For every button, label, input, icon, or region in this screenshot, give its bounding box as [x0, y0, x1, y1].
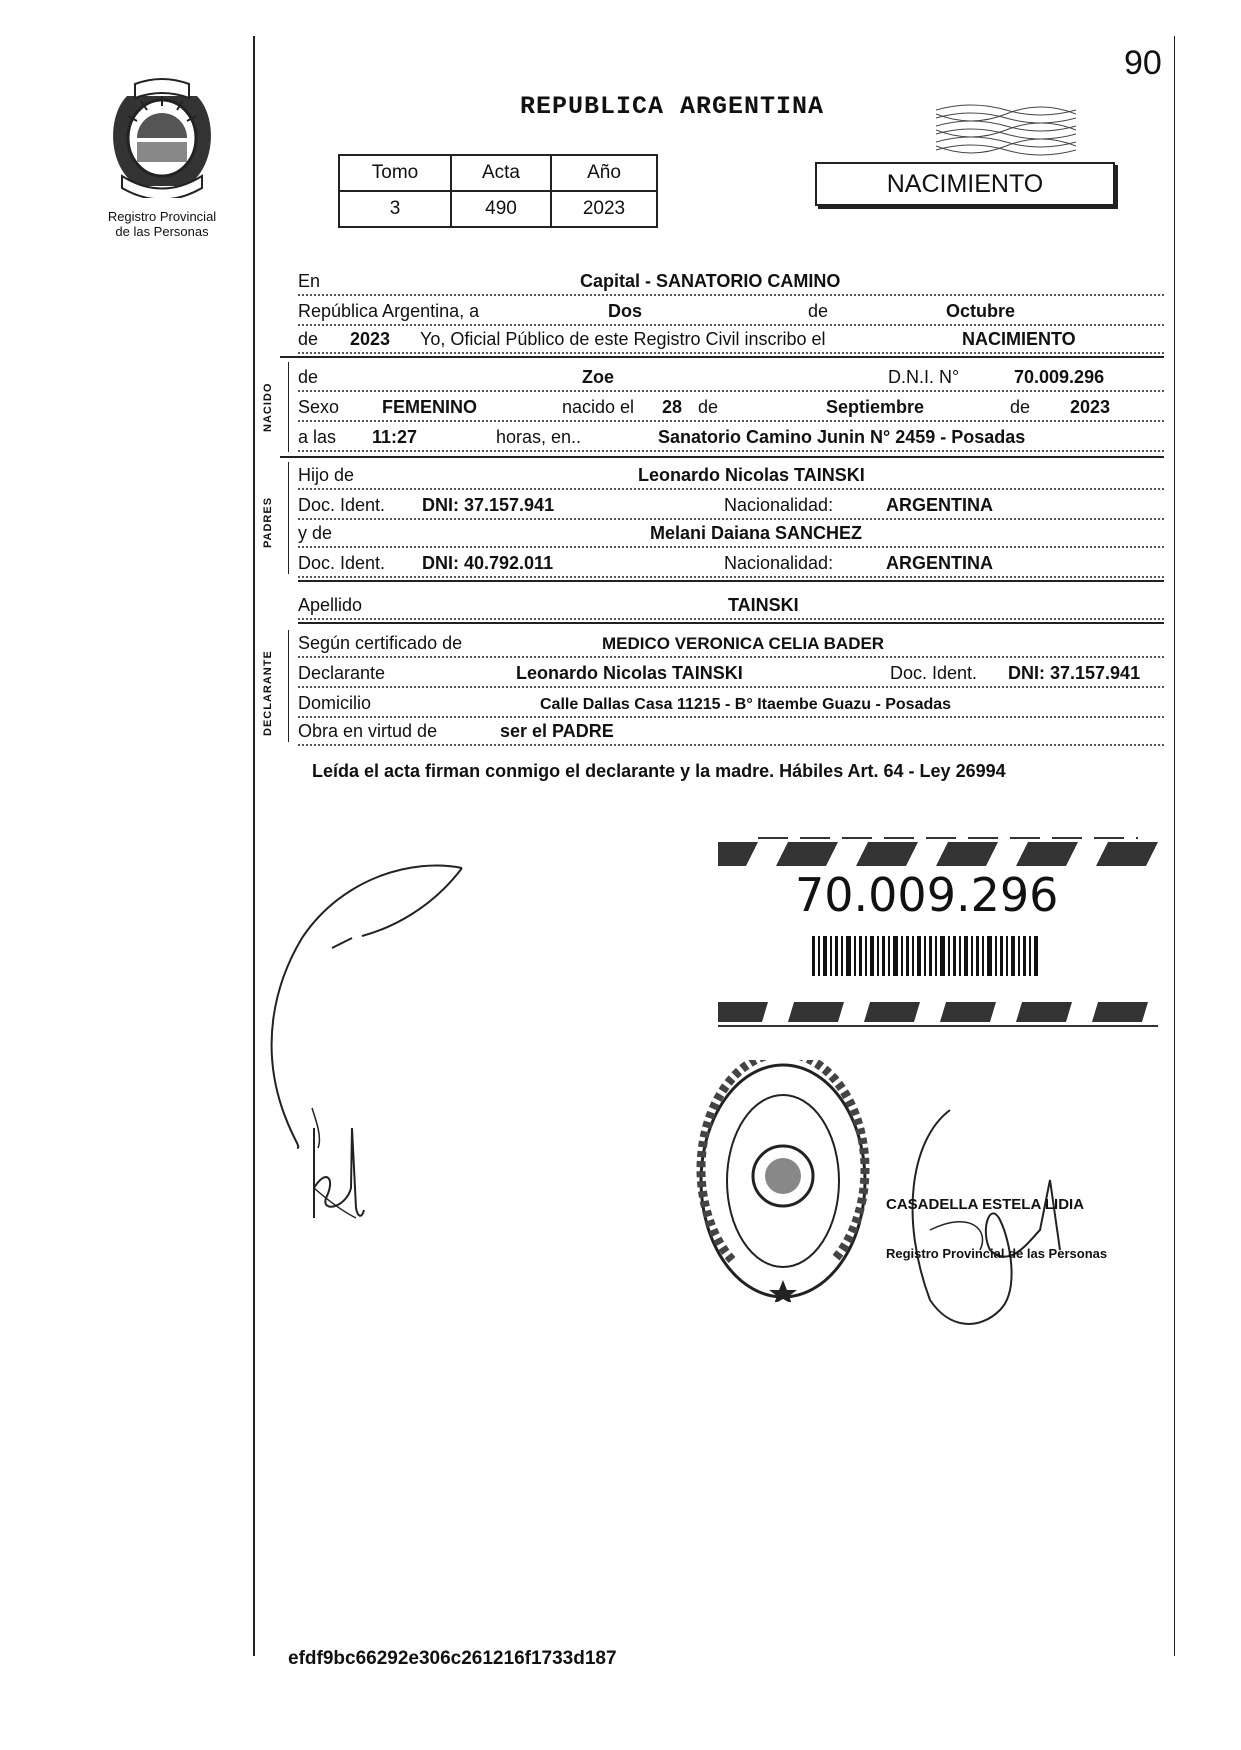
declarant-name: Leonardo Nicolas TAINSKI: [516, 663, 743, 683]
de-label2: de: [298, 329, 319, 349]
sexo-value: FEMENINO: [382, 397, 478, 417]
header-acta: Acta: [451, 155, 551, 191]
value-acta: 490: [451, 191, 551, 227]
doc-label-mother: Doc. Ident.: [298, 553, 386, 573]
dom-label: Domicilio: [298, 693, 372, 713]
row-year: [298, 324, 1164, 354]
row-father: [298, 460, 1164, 490]
section-label-nacido: NACIDO: [262, 382, 274, 432]
address-value: Calle Dallas Casa 11215 - B° Itaembe Guazu - Posadas: [540, 696, 952, 713]
official-title: Registro Provincial de las Personas: [886, 1246, 1108, 1261]
mother-doc: DNI: 40.792.011: [422, 553, 554, 573]
child-dni: 70.009.296: [1014, 367, 1105, 387]
obra-label: Obra en virtud de: [298, 721, 438, 741]
child-name: Zoe: [582, 367, 615, 387]
birth-year: 2023: [1070, 397, 1111, 417]
divider-intro: [280, 356, 1164, 358]
father-doc: DNI: 37.157.941: [422, 495, 555, 515]
divider-padres: [298, 580, 1164, 582]
mother-name: Melani Daiana SANCHEZ: [650, 523, 863, 543]
cert-label: Según certificado de: [298, 633, 463, 653]
security-pattern-icon: [936, 100, 1076, 162]
mother-signature-icon: [306, 1118, 366, 1228]
en-label: En: [298, 271, 321, 291]
oficial-text: Yo, Oficial Público de este Registro Civil inscribo el: [420, 329, 826, 349]
header-ano: Año: [551, 155, 657, 191]
de-label: de: [808, 301, 829, 321]
dni-label: D.N.I. N°: [888, 367, 960, 387]
birth-day: 28: [662, 397, 683, 417]
month-value: Octubre: [946, 301, 1016, 321]
row-birth: [298, 392, 1164, 422]
de-label-name: de: [298, 367, 319, 387]
birth-time: 11:27: [372, 427, 418, 447]
row-place: [298, 266, 1164, 296]
event-value: NACIMIENTO: [962, 329, 1076, 349]
cert-value: MEDICO VERONICA CELIA BADER: [602, 634, 885, 653]
row-father-doc: [298, 490, 1164, 520]
value-tomo: 3: [339, 191, 451, 227]
decl-label: Declarante: [298, 663, 386, 683]
row-declarant: [298, 658, 1164, 688]
header-tomo: Tomo: [339, 155, 451, 191]
yde-label: y de: [298, 523, 333, 543]
registry-table: [338, 154, 658, 228]
de-label-birth2: de: [1010, 397, 1031, 417]
divider-apellido: [298, 622, 1164, 624]
row-name: [298, 362, 1164, 392]
record-type-box: NACIMIENTO: [815, 162, 1115, 206]
row-time-place: [298, 422, 1164, 452]
de-label-birth: de: [698, 397, 719, 417]
nac-label-father: Nacionalidad:: [724, 495, 834, 515]
section-label-declarante: DECLARANTE: [262, 650, 274, 736]
declarant-doc: DNI: 37.157.941: [1008, 663, 1141, 683]
bracket-padres: [288, 462, 289, 574]
official-signature-icon: [890, 1100, 1090, 1330]
provincial-logo: [92, 76, 232, 239]
reason-value: ser el PADRE: [500, 721, 614, 741]
security-band-icon: [718, 836, 1164, 870]
coat-of-arms-icon: [107, 76, 217, 198]
sexo-label: Sexo: [298, 397, 340, 417]
row-mother-doc: [298, 548, 1164, 578]
value-ano: 2023: [551, 191, 657, 227]
doc-label-father: Doc. Ident.: [298, 495, 386, 515]
row-reason: [298, 716, 1164, 746]
father-nat: ARGENTINA: [886, 495, 993, 515]
row-mother: [298, 518, 1164, 548]
apellido-label: Apellido: [298, 595, 363, 615]
closing-note: Leída el acta firman conmigo el declarante y la madre. Hábiles Art. 64 - Ley 26994: [312, 761, 1006, 781]
section-label-padres: PADRES: [262, 496, 274, 548]
mother-nat: ARGENTINA: [886, 553, 993, 573]
year-value: 2023: [350, 329, 391, 349]
alas-label: a las: [298, 427, 337, 447]
row-certificate: [298, 628, 1164, 658]
surname-value: TAINSKI: [728, 595, 799, 615]
logo-caption-line2: de las Personas: [115, 224, 209, 239]
right-margin-line: [1174, 36, 1175, 1656]
country-title: REPUBLICA ARGENTINA: [520, 92, 825, 121]
doc-label-decl: Doc. Ident.: [890, 663, 978, 683]
father-name: Leonardo Nicolas TAINSKI: [638, 465, 865, 485]
horas-label: horas, en..: [496, 427, 582, 447]
logo-caption-line1: Registro Provincial: [107, 209, 217, 224]
declarant-signature-icon: [262, 848, 472, 1228]
row-date: [298, 296, 1164, 326]
nac-label-mother: Nacionalidad:: [724, 553, 834, 573]
birth-month: Septiembre: [826, 397, 925, 417]
nacido-label: nacido el: [562, 397, 635, 417]
divider-nacido: [280, 456, 1164, 458]
bracket-declarante: [288, 630, 289, 742]
official-name: CASADELLA ESTELA LIDIA: [886, 1196, 1085, 1213]
republica-label: República Argentina, a: [298, 301, 480, 321]
left-margin-line: [253, 36, 255, 1656]
document-hash: efdf9bc66292e306c261216f1733d187: [288, 1648, 617, 1669]
place-value: Capital - SANATORIO CAMINO: [580, 271, 841, 291]
page-number: 90: [1124, 44, 1162, 82]
day-value: Dos: [608, 301, 643, 321]
bracket-nacido: [288, 362, 289, 452]
security-band-bottom-icon: [718, 996, 1164, 1030]
birth-place: Sanatorio Camino Junin N° 2459 - Posadas: [658, 427, 1026, 447]
official-seal-icon: [696, 1060, 870, 1302]
hijo-label: Hijo de: [298, 465, 355, 485]
row-surname: [298, 590, 1164, 620]
row-address: [298, 688, 1164, 718]
barcode-icon: [812, 936, 1040, 976]
stamp-dni-number: 70.009.296: [795, 868, 1059, 922]
